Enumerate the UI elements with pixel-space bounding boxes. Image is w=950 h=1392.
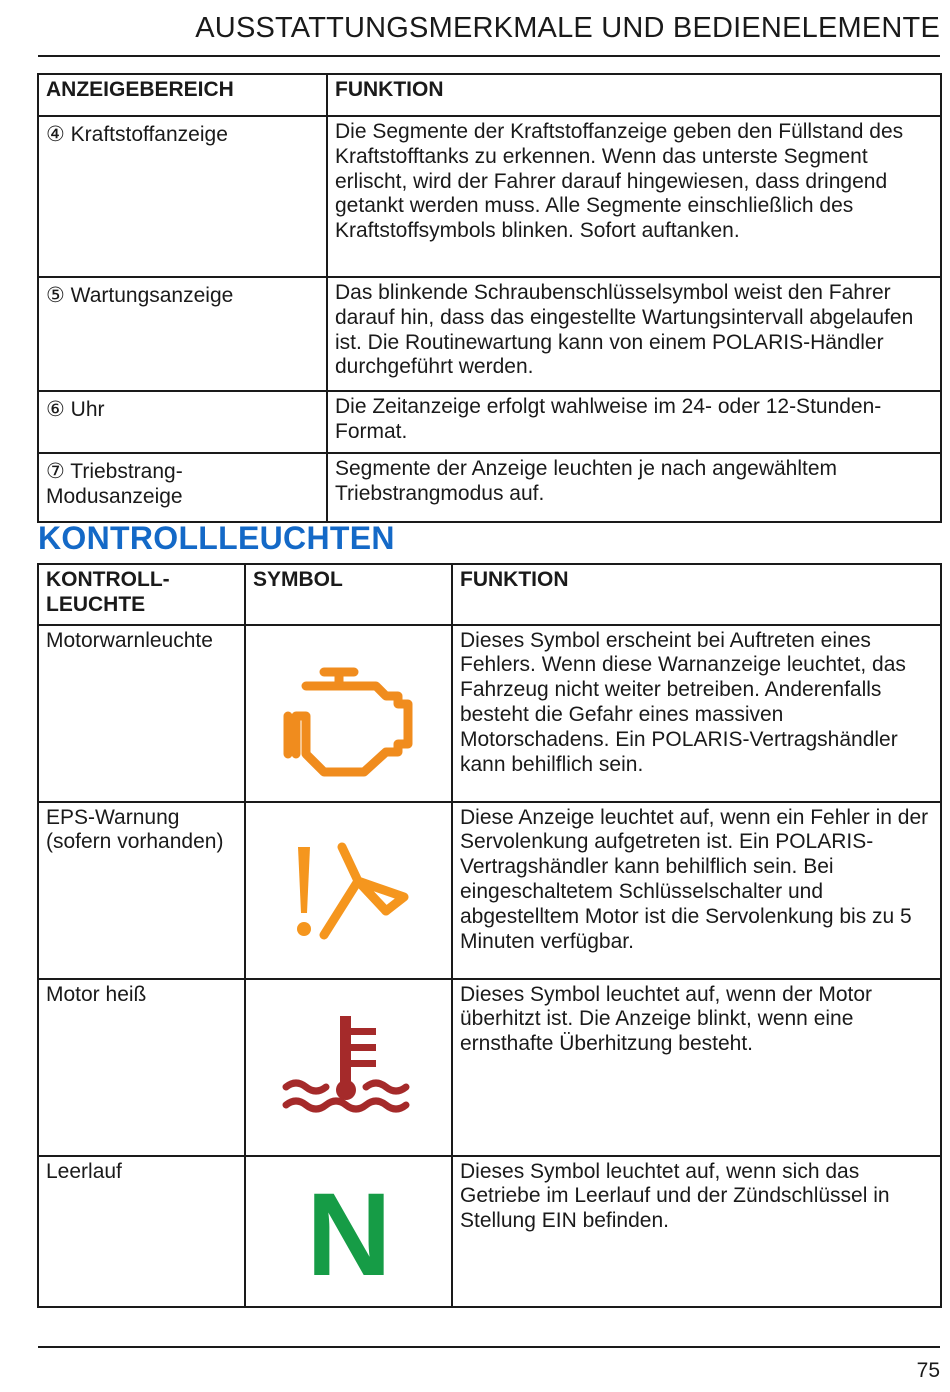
symbol-cell	[245, 1156, 452, 1307]
column-header: ANZEIGEBEREICH	[38, 74, 327, 116]
engine-warning-icon	[246, 626, 453, 800]
table-row	[38, 391, 941, 453]
engine-temperature-icon	[246, 980, 453, 1154]
function-cell: Die Segmente der Kraftstoffanzeige geben den Füllstand des Kraftstofftanks zu erkennen. Wenn das unterste Segment erlischt, wird der Fahrer darauf hingewiesen, dass dringend getankt werden muss. Alle Segmente einschließlich des Kraftstoffsymbols blinken. Sofort auftanken.	[327, 116, 941, 277]
table-row	[38, 979, 941, 1156]
light-name-cell: Motorwarnleuchte	[38, 625, 245, 802]
light-name-cell: EPS-Warnung (sofern vorhanden)	[38, 802, 245, 979]
function-cell: Dieses Symbol leuchtet auf, wenn der Motor überhitzt ist. Die Anzeige blinkt, wenn eine ernsthafte Überhitzung besteht.	[452, 979, 941, 1156]
light-name-cell: Motor heiß	[38, 979, 245, 1156]
neutral-n-icon	[246, 1157, 453, 1305]
section-title: KONTROLLLEUCHTEN	[38, 520, 395, 556]
table-row	[38, 625, 941, 802]
display-area-cell: ④ Kraftstoffanzeige	[38, 116, 327, 277]
light-name-cell: Leerlauf	[38, 1156, 245, 1307]
footer-rule	[38, 1346, 940, 1348]
function-cell: Segmente der Anzeige leuchten je nach angewähltem Triebstrangmodus auf.	[327, 453, 941, 522]
table-row	[38, 277, 941, 391]
column-header: SYMBOL	[245, 564, 452, 625]
display-area-cell: ⑦ Triebstrang-Modusanzeige	[38, 453, 327, 522]
table-row	[38, 802, 941, 979]
table-row	[38, 453, 941, 522]
indicator-lights-table	[37, 563, 942, 1308]
table-header-row	[38, 564, 941, 625]
function-cell: Diese Anzeige leuchtet auf, wenn ein Fehler in der Servolenkung aufgetreten ist. Ein POLARIS-Vertragshändler kann behilflich sein. Bei eingeschaltetem Schlüsselschalter und abgestelltem Motor ist die Servolenkung bis zu 5 Minuten verfügbar.	[452, 802, 941, 979]
column-header: FUNKTION	[452, 564, 941, 625]
display-area-cell: ⑥ Uhr	[38, 391, 327, 453]
page-number: 75	[916, 1359, 940, 1382]
display-area-table	[37, 73, 942, 523]
function-cell: Das blinkende Schraubenschlüsselsymbol weist den Fahrer darauf hin, dass das eingestellte Wartungsintervall abgelaufen ist. Die Routinewartung kann von einem POLARIS-Händler durchgeführt werden.	[327, 277, 941, 391]
table-header-row	[38, 74, 941, 116]
function-cell: Die Zeitanzeige erfolgt wahlweise im 24- oder 12-Stunden-Format.	[327, 391, 941, 453]
symbol-cell	[245, 979, 452, 1156]
table-row	[38, 116, 941, 277]
display-area-cell: ⑤ Wartungsanzeige	[38, 277, 327, 391]
symbol-cell	[245, 625, 452, 802]
eps-warning-icon	[246, 803, 453, 977]
function-cell: Dieses Symbol leuchtet auf, wenn sich das Getriebe im Leerlauf und der Zündschlüssel in Stellung EIN befinden.	[452, 1156, 941, 1307]
neutral-n-glyph: N	[306, 1168, 392, 1301]
symbol-cell	[245, 802, 452, 979]
column-header: KONTROLL- LEUCHTE	[38, 564, 245, 625]
column-header: FUNKTION	[327, 74, 941, 116]
table-row	[38, 1156, 941, 1307]
header-rule	[38, 55, 940, 57]
function-cell: Dieses Symbol erscheint bei Auftreten eines Fehlers. Wenn diese Warnanzeige leuchtet, das Fahrzeug nicht weiter betreiben. Anderenfalls besteht die Gefahr eines massiven Motorschadens. Ein POLARIS-Vertragshändler kann behilflich sein.	[452, 625, 941, 802]
page-header-title: AUSSTATTUNGSMERKMALE UND BEDIENELEMENTE	[195, 12, 940, 44]
